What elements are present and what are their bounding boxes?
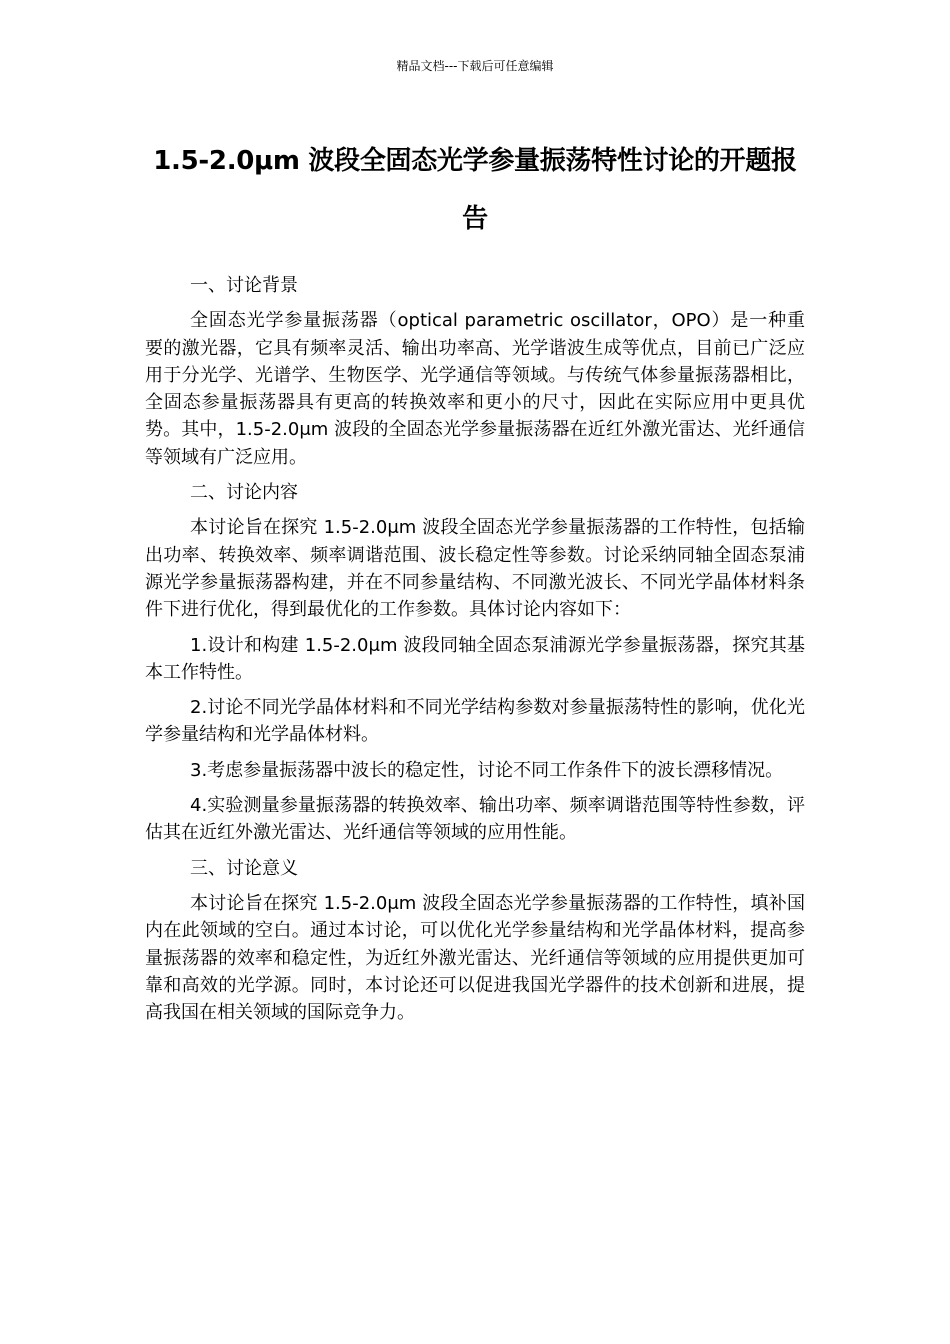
section-heading-significance: 三、讨论意义 xyxy=(190,857,298,879)
section-heading-content: 二、讨论内容 xyxy=(190,482,298,504)
content-item-2: 2.讨论不同光学晶体材料和不同光学结构参数对参量振荡特性的影响，优化光学参量结构和光学晶体材料。 xyxy=(145,697,805,746)
section-heading-background: 一、讨论背景 xyxy=(190,275,298,296)
significance-paragraph: 本讨论旨在探究 1.5-2.0μm 波段全固态光学参量振荡器的工作特性，填补国内在此领域的空白。通过本讨论，可以优化光学参量结构和光学晶体材料，提高参量振荡器的效率和稳定性，为近红外激光雷达、光纤通信等领域的应用提供更加可靠和高效的光学源。同时，本讨论还可以促进我国光学器件的技术创新和进展，提高我国在相关领域的国际竞争力。 xyxy=(145,892,805,1024)
header-note: 精品文档---下载后可任意编辑 xyxy=(396,59,554,73)
document-body xyxy=(145,272,805,1034)
background-paragraph: 全固态光学参量振荡器（optical parametric oscillator，OPO）是一种重要的激光器，它具有频率灵活、输出功率高、光学谐波生成等优点，目前已广泛应用于分光学、光谱学、生物医学、光学通信等领域。与传统气体参量振荡器相比，全固态参量振荡器具有更高的转换效率和更小的尺寸，因此在实际应用中更具优势。其中，1.5-2.0μm 波段的全固态光学参量振荡器在近红外激光雷达、光纤通信等领域有广泛应用。 xyxy=(145,310,805,468)
content-item-4: 4.实验测量参量振荡器的转换效率、输出功率、频率调谐范围等特性参数，评估其在近红外激光雷达、光纤通信等领域的应用性能。 xyxy=(145,795,805,844)
content-item-3: 3.考虑参量振荡器中波长的稳定性，讨论不同工作条件下的波长漂移情况。 xyxy=(190,759,784,781)
document-title: 1.5-2.0μm 波段全固态光学参量振荡特性讨论的开题报告 xyxy=(153,146,797,234)
content-item-1: 1.设计和构建 1.5-2.0μm 波段同轴全固态泵浦源光学参量振荡器，探究其基本工作特性。 xyxy=(145,634,805,683)
content-intro-paragraph: 本讨论旨在探究 1.5-2.0μm 波段全固态光学参量振荡器的工作特性，包括输出功率、转换效率、频率调谐范围、波长稳定性等参数。讨论采纳同轴全固态泵浦源光学参量振荡器构建，并在不同参量结构、不同激光波长、不同光学晶体材料条件下进行优化，得到最优化的工作参数。具体讨论内容如下： xyxy=(145,517,805,621)
